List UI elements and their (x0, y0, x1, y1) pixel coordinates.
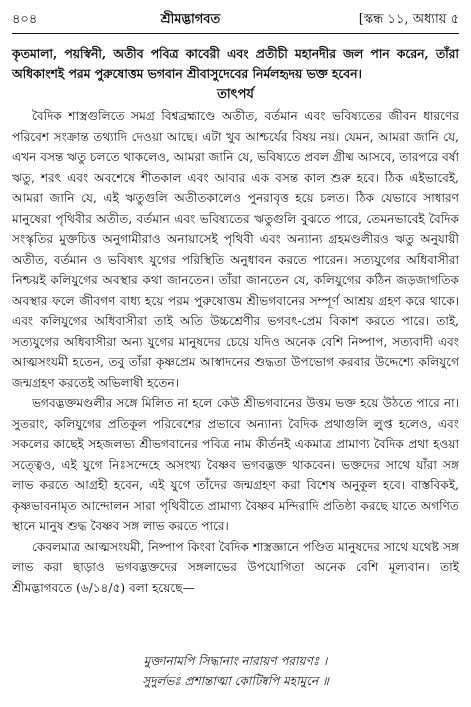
header-rule (12, 33, 459, 34)
verse-line: সুদুর্লভঃ প্রশান্তাত্মা কোটিষ্বপি মহামুনে ॥ (142, 674, 329, 688)
page-header (12, 10, 459, 32)
purport-heading: তাৎপর্য (217, 87, 254, 102)
verse-translation: কৃতমালা, পয়স্বিনী, অতীব পবিত্র কাবেরী এবং প্রতীচী মহানদীর জল পান করেন, তাঁরা অধিকাংশই পরম পুরুষোত্তম ভগবান শ্রীবাসুদেবের নির্মলহৃদয় ভক্ত হবেন। (12, 46, 459, 81)
book-title: শ্রীমদ্ভাগবত (160, 12, 221, 27)
chapter-reference: [স্কন্ধ ১১, অধ্যায় ৫ (358, 12, 459, 27)
page-number: ৪০৪ (12, 12, 38, 27)
quoted-verse (0, 651, 471, 691)
paragraph: কেবলমাত্র আত্মসংযমী, নিষ্পাপ কিংবা বৈদিক শাস্ত্রজ্ঞানে পণ্ডিত মানুষদের সাথে যথেষ্ট সঙ্গ লাভ করা ছাড়াও ভগবদ্ভক্তদের সঙ্গলাভের উপযোগিতা অনেক বেশি মূল্যবান। তাই শ্রীমদ্ভাগবতে (৬/১৪/৫) বলা হয়েছে— (12, 539, 459, 595)
paragraph: বৈদিক শাস্ত্রগুলিতে সমগ্র বিশ্বব্রহ্মাণ্ডে অতীত, বর্তমান এবং ভবিষ্যতের জীবন ধারণের পরিবেশ সংক্রান্ত তথ্যাদি দেওয়া আছে। এটা খুব আশ্চর্যের বিষয় নয়। যেমন, আমরা জানি যে, এখন বসন্ত ঋতু চলতে থাকলেও, আমরা জানি যে, ভবিষ্যতে প্রবল গ্রীষ্ম আসবে, তারপরে বর্ষা ঋতু, শরৎ এবং অবশেষে শীতকাল এবং আবার এক বসন্ত কাল শুরু হবে। ঠিক এইভাবেই, আমরা জানি যে, এই ঋতুগুলি অতীতকালেও পুনরাবৃত্ত হয়ে চলত। ঠিক যেভাবে সাধারণ মানুষেরা পৃথিবীর অতীত, বর্তমান এবং ভবিষ্যতের ঋতুগুলি বুঝতে পারে, তেমনভাবেই বৈদিক সংস্কৃতির মুক্তচিত্ত অনুগামীরাও অনায়াসেই পৃথিবী এবং অন্যান্য গ্রহমণ্ডলীরও ঋতু অনুযায়ী অতীত, বর্তমান ও ভবিষ্যৎ যুগের পরিস্থিতি অনুধাবন করতে পারেন। সত্যযুগের অধিবাসীরা নিশ্চয়ই কলিযুগের অবস্থার কথা জানতেন। তাঁরা জানতেন যে, কলিযুগের কঠিন জড়জাগতিক অবস্থার ফলে জীবগণ বাধ্য হয়ে পরম পুরুষোত্তম শ্রীভগবানের সম্পূর্ণ আশ্রয় গ্রহণ করে থাকে। এবং কলিযুগের অধিবাসীরা তাই অতি উচ্চশ্রেণীর ভগবৎ-প্রেম বিকাশ করতে পারে। তাই, সত্যযুগের অধিবাসীরা অন্য যুগের মানুষদের চেয়ে যদিও অনেক বেশি নিষ্পাপ, সত্যবাদী এবং আত্মসংযমী হতেন, তবু তাঁরা কৃষ্ণপ্রেম আস্বাদনের শুদ্ধতা উপভোগ করবার উদ্দেশ্যে কলিযুগে জন্মগ্রহণ করতেই অভিলাষী হতেন। (12, 109, 459, 390)
purport-body (12, 106, 459, 598)
verse-line: মুক্তানামপি সিদ্ধানাং নারায়ণ পরায়ণঃ । (143, 654, 328, 668)
paragraph: ভগবদ্ভক্তমণ্ডলীর সঙ্গে মিলিত না হলে কেউ শ্রীভগবানের উত্তম ভক্ত হয়ে উঠতে পারে না। সুতরাং, কলিযুগের প্রতিকূল পরিবেশের প্রভাবে অন্যান্য বৈদিক প্রথাগুলি লুপ্ত হলেও, এবং সকলের কাছেই সহজলভ্য শ্রীভগবানের পবিত্র নাম কীর্তনই একমাত্র প্রামাণ্য বৈদিক প্রথা হওয়া সত্ত্বেও, এই যুগে নিঃসন্দেহে অসংখ্য বৈষ্ণব ভগবদ্ভক্ত থাকবেন। ভক্তদের সাথে যাঁরা সঙ্গ লাভ করতে আগ্রহী হবেন, এই যুগে তাঁদের জন্মগ্রহণ করা বিশেষ অনুকূল হবে। বাস্তবিকই, কৃষ্ণভাবনামৃত আন্দোলন সারা পৃথিবীতে প্রামাণ্য বৈষ্ণব মন্দিরাদি প্রতিষ্ঠা করছে যাতে অগণিত স্থানে মানুষ শুদ্ধ বৈষ্ণব সঙ্গ লাভ করতে পারে। (12, 396, 459, 533)
